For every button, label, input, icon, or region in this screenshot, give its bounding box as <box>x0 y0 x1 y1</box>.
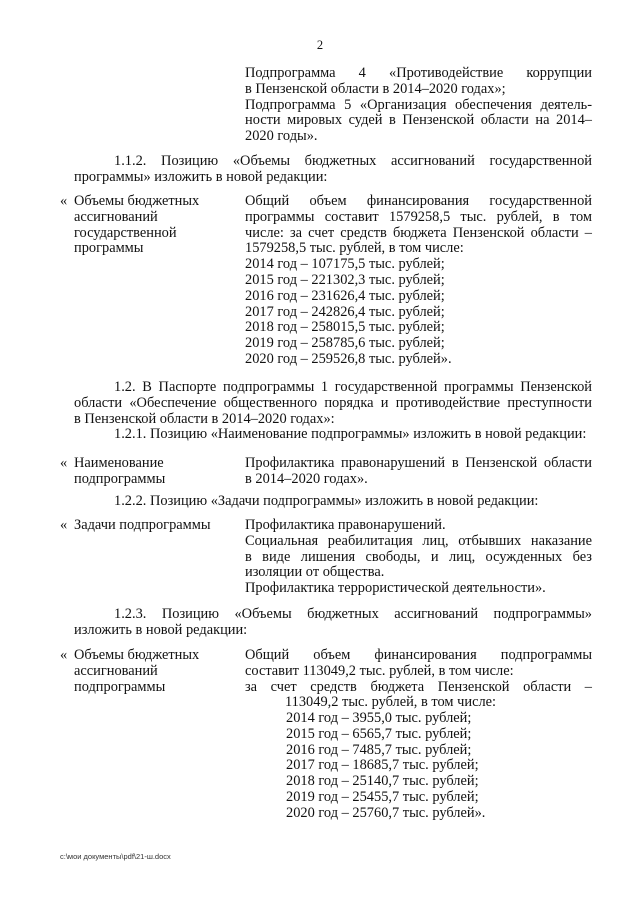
paragraph-line: программы» изложить в новой редакции: <box>74 168 328 185</box>
paragraph-line: в Пензенской области в 2014–2020 годах»: <box>74 410 335 427</box>
subprogram-line: ности мировых судей в Пензенской области на 2014– <box>245 112 592 129</box>
opening-quote: « <box>60 193 68 209</box>
table-value-name <box>245 456 592 488</box>
value-line: Профилактика правонарушений в Пензенской области <box>245 455 592 471</box>
paragraph-line: 1.2. В Паспорте подпрограммы 1 государственной программы Пензенской <box>114 379 592 395</box>
subprogram-line: Подпрограмма 4 «Противодействие коррупции <box>245 65 592 81</box>
value-line: 2020 год – 259526,8 тыс. рублей». <box>245 350 452 367</box>
value-line: изоляции от общества. <box>245 564 385 581</box>
value-line: Профилактика правонарушений. <box>245 517 446 533</box>
table-label-budget <box>74 194 239 257</box>
paragraph-1-2-2 <box>114 494 592 510</box>
value-line: за счет средств бюджета Пензенской области – <box>245 678 592 695</box>
table-label-subprogram-budget <box>74 648 239 695</box>
paragraph-line: 1.2.3. Позицию «Объемы бюджетных ассигнований подпрограммы» <box>114 606 592 622</box>
value-line: Профилактика террористической деятельности». <box>245 580 546 597</box>
label-line: Наименование <box>74 455 164 471</box>
year-line: 2019 год – 25455,7 тыс. рублей; <box>286 788 479 805</box>
paragraph-line: области «Обеспечение общественного порядка и противодействие преступности <box>74 394 592 411</box>
table-value-tasks <box>245 518 592 597</box>
label-line: программы <box>74 240 144 257</box>
year-line: 2020 год – 25760,7 тыс. рублей». <box>286 804 486 821</box>
value-line: 113049,2 тыс. рублей, в том числе: <box>285 694 497 711</box>
subprogram-line: 2020 годы». <box>245 128 318 145</box>
label-line: подпрограммы <box>74 470 166 487</box>
page-number: 2 <box>316 38 324 52</box>
label-line: Объемы бюджетных <box>74 647 200 663</box>
value-line: программы составит 1579258,5 тыс. рублей, в том <box>245 208 592 225</box>
subprogram-line: в Пензенской области в 2014–2020 годах»; <box>245 80 506 97</box>
paragraph-line: 1.1.2. Позицию «Объемы бюджетных ассигнований государственной <box>114 153 592 169</box>
table-label-name <box>74 456 239 488</box>
table-value-budget <box>245 194 592 368</box>
value-line: 2014 год – 107175,5 тыс. рублей; <box>245 256 445 273</box>
value-line: составит 113049,2 тыс. рублей, в том числе: <box>245 662 514 679</box>
paragraph-1-2-3 <box>74 607 592 639</box>
label-line: ассигнований <box>74 208 158 225</box>
value-line: 2017 год – 242826,4 тыс. рублей; <box>245 303 445 320</box>
paragraph-1-2 <box>74 380 592 443</box>
value-line: Общий объем финансирования подпрограммы <box>245 647 592 663</box>
value-line: 2015 год – 221302,3 тыс. рублей; <box>245 271 445 288</box>
subprogram-line: Подпрограмма 5 «Организация обеспечения деятель- <box>245 96 592 113</box>
opening-quote: « <box>60 647 68 663</box>
paragraph-line: 1.2.1. Позицию «Наименование подпрограммы» изложить в новой редакции: <box>114 426 587 443</box>
subprogram-list <box>245 66 592 145</box>
year-line: 2016 год – 7485,7 тыс. рублей; <box>286 741 472 758</box>
paragraph-line: 1.2.2. Позицию «Задачи подпрограммы» изложить в новой редакции: <box>114 493 539 509</box>
year-line: 2018 год – 25140,7 тыс. рублей; <box>286 773 479 790</box>
value-line: 2018 год – 258015,5 тыс. рублей; <box>245 319 445 336</box>
label-line: государственной <box>74 224 177 241</box>
table-label-tasks <box>74 518 239 534</box>
paragraph-line: изложить в новой редакции: <box>74 621 248 638</box>
value-line: числе: за счет средств бюджета Пензенской области – <box>245 224 592 241</box>
year-line: 2014 год – 3955,0 тыс. рублей; <box>286 710 472 726</box>
year-line: 2015 год – 6565,7 тыс. рублей; <box>286 725 472 742</box>
year-line: 2017 год – 18685,7 тыс. рублей; <box>286 757 479 774</box>
value-line: 1579258,5 тыс. рублей, в том числе: <box>245 240 464 257</box>
value-line: Социальная реабилитация лиц, отбывших наказание <box>245 532 592 549</box>
paragraph-1-1-2 <box>74 154 592 186</box>
label-line: Объемы бюджетных <box>74 193 200 209</box>
opening-quote: « <box>60 455 68 471</box>
value-line: в виде лишения свободы, и лиц, осужденных без <box>245 548 592 565</box>
value-line: в 2014–2020 годах». <box>245 470 368 487</box>
opening-quote: « <box>60 517 68 533</box>
label-line: подпрограммы <box>74 678 166 695</box>
value-line: 2019 год – 258785,6 тыс. рублей; <box>245 335 445 352</box>
label-line: ассигнований <box>74 662 158 679</box>
label-line: Задачи подпрограммы <box>74 517 211 533</box>
value-line: Общий объем финансирования государственной <box>245 193 592 209</box>
value-line: 2016 год – 231626,4 тыс. рублей; <box>245 287 445 304</box>
file-path-footer: c:\мои документы\pdf\21-ш.docx <box>60 852 171 861</box>
subprogram-years-list <box>286 711 586 822</box>
table-value-subprogram-budget <box>245 648 592 711</box>
